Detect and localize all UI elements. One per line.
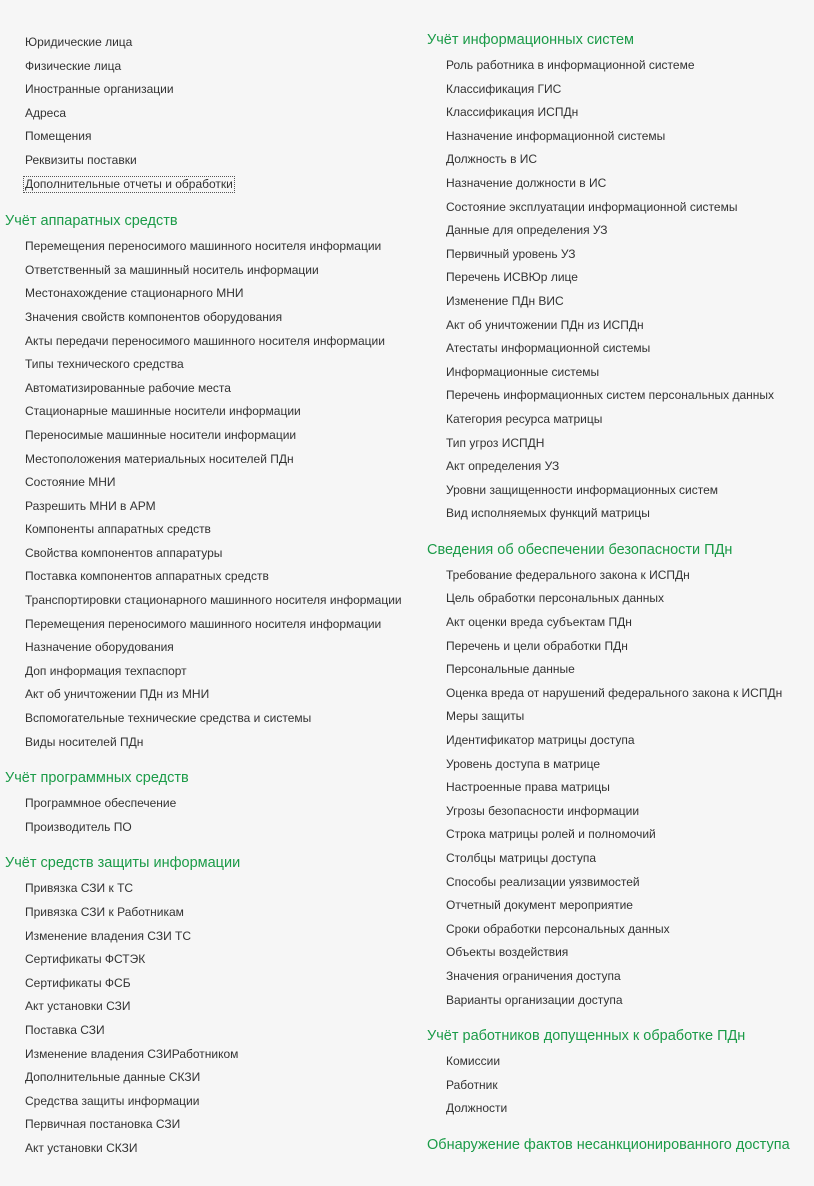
nav-link[interactable]: Состояние МНИ <box>25 475 116 490</box>
nav-link[interactable]: Автоматизированные рабочие места <box>25 380 231 395</box>
nav-link[interactable]: Варианты организации доступа <box>446 992 623 1007</box>
nav-link[interactable]: Средства защиты информации <box>25 1093 200 1108</box>
nav-link[interactable]: Работник <box>446 1077 498 1092</box>
section-software-list <box>0 792 410 839</box>
nav-link[interactable]: Тип угроз ИСПДН <box>446 435 545 450</box>
top-items-list <box>0 31 410 196</box>
nav-link[interactable]: Виды носителей ПДн <box>25 734 144 749</box>
nav-link[interactable]: Поставка компонентов аппаратных средств <box>25 569 269 584</box>
nav-link[interactable]: Оценка вреда от нарушений федерального закона к ИСПДн <box>446 685 783 700</box>
nav-link[interactable]: Цель обработки персональных данных <box>446 591 665 606</box>
nav-link[interactable]: Перечень ИСВЮр лице <box>446 270 578 285</box>
section-unauthorized-access <box>421 1135 814 1155</box>
nav-link[interactable]: Назначение должности в ИС <box>446 175 607 190</box>
nav-link[interactable]: Объекты воздействия <box>446 945 569 960</box>
left-column <box>0 0 410 1161</box>
section-title-information-systems: Учёт информационных систем <box>427 32 634 48</box>
nav-link[interactable]: Строка матрицы ролей и полномочий <box>446 827 656 842</box>
nav-link[interactable]: Разрешить МНИ в АРМ <box>25 498 156 513</box>
nav-link[interactable]: Назначение информационной системы <box>446 128 666 143</box>
nav-link[interactable]: Акт установки СЗИ <box>25 999 131 1014</box>
nav-link[interactable]: Местоположения материальных носителей ПДн <box>25 451 294 466</box>
nav-link[interactable]: Информационные системы <box>446 364 600 379</box>
section-hardware-list <box>0 235 410 754</box>
nav-link[interactable]: Акт об уничтожении ПДн из МНИ <box>25 687 210 702</box>
nav-link[interactable]: Сроки обработки персональных данных <box>446 921 670 936</box>
nav-link[interactable]: Доп информация техпаспорт <box>25 663 187 678</box>
nav-link-legal-entities[interactable]: Юридические лица <box>25 35 133 49</box>
nav-link[interactable]: Первичная постановка СЗИ <box>25 1117 181 1132</box>
nav-link[interactable]: Настроенные права матрицы <box>446 780 610 795</box>
nav-link[interactable]: Акт об уничтожении ПДн из ИСПДн <box>446 317 644 332</box>
nav-link[interactable]: Отчетный документ мероприятие <box>446 898 633 913</box>
nav-link[interactable]: Столбцы матрицы доступа <box>446 851 596 865</box>
nav-link[interactable]: Перемещения переносимого машинного носителя информации <box>25 239 382 254</box>
nav-link[interactable]: Программное обеспечение <box>25 796 177 811</box>
nav-link[interactable]: Состояние эксплуатации информационной системы <box>446 199 738 214</box>
section-pd-security <box>421 540 814 1012</box>
nav-link[interactable]: Данные для определения УЗ <box>446 223 608 238</box>
section-title-pd-security: Сведения об обеспечении безопасности ПДн <box>427 541 733 558</box>
section-employees-list <box>421 1050 814 1121</box>
nav-link-addresses[interactable]: Адреса <box>25 105 67 120</box>
nav-link[interactable]: Акт оценки вреда субъектам ПДн <box>446 615 632 630</box>
nav-link[interactable]: Значения свойств компонентов оборудования <box>25 309 283 324</box>
nav-link[interactable]: Производитель ПО <box>25 819 132 834</box>
nav-link[interactable]: Переносимые машинные носители информации <box>25 427 297 442</box>
section-title-software: Учёт программных средств <box>5 770 189 787</box>
nav-link[interactable]: Сертификаты ФСБ <box>25 975 131 990</box>
section-title-security-tools: Учёт средств защиты информации <box>5 855 241 872</box>
nav-link[interactable]: Перечень информационных систем персональных данных <box>446 388 774 403</box>
nav-link[interactable]: Классификация ГИС <box>446 81 562 96</box>
nav-link[interactable]: Транспортировки стационарного машинного носителя информации <box>25 593 402 608</box>
nav-link[interactable]: Значения ограничения доступа <box>446 968 621 983</box>
nav-link[interactable]: Привязка СЗИ к Работникам <box>25 905 184 919</box>
nav-link[interactable]: Сертификаты ФСТЭК <box>25 952 146 967</box>
nav-link[interactable]: Привязка СЗИ к ТС <box>25 881 134 896</box>
nav-link[interactable]: Назначение оборудования <box>25 640 174 655</box>
section-employees <box>421 1026 814 1121</box>
nav-link[interactable]: Категория ресурса матрицы <box>446 411 603 426</box>
section-title-unauthorized-access: Обнаружение фактов несанкционированного доступа <box>427 1136 790 1153</box>
nav-link[interactable]: Акт определения УЗ <box>446 459 560 474</box>
nav-link-premises[interactable]: Помещения <box>25 129 92 144</box>
section-hardware <box>0 211 410 754</box>
nav-link[interactable]: Стационарные машинные носители информации <box>25 404 301 419</box>
nav-link[interactable]: Должности <box>446 1101 508 1116</box>
nav-link[interactable]: Вспомогательные технические средства и системы <box>25 711 312 726</box>
nav-link[interactable]: Компоненты аппаратных средств <box>25 522 211 537</box>
nav-link[interactable]: Должность в ИС <box>446 152 538 167</box>
nav-link[interactable]: Атестаты информационной системы <box>446 341 651 356</box>
nav-link[interactable]: Изменение ПДн ВИС <box>446 293 564 308</box>
nav-link[interactable]: Перечень и цели обработки ПДн <box>446 638 628 653</box>
nav-link[interactable]: Меры защиты <box>446 709 525 724</box>
nav-link[interactable]: Типы технического средства <box>25 357 184 372</box>
nav-link[interactable]: Вид исполняемых функций матрицы <box>446 506 650 521</box>
section-security-tools-list <box>0 877 410 1160</box>
nav-link[interactable]: Угрозы безопасности информации <box>446 803 640 818</box>
nav-link[interactable]: Поставка СЗИ <box>25 1022 105 1037</box>
nav-link[interactable]: Комиссии <box>446 1054 501 1069</box>
section-security-tools <box>0 853 410 1160</box>
nav-link[interactable]: Дополнительные данные СКЗИ <box>25 1070 201 1085</box>
nav-link-foreign-organizations[interactable]: Иностранные организации <box>25 82 174 97</box>
nav-link[interactable]: Персональные данные <box>446 662 575 677</box>
nav-link[interactable]: Идентификатор матрицы доступа <box>446 733 635 748</box>
section-title-hardware: Учёт аппаратных средств <box>5 213 178 230</box>
section-information-systems <box>421 30 814 526</box>
right-column <box>421 0 814 1155</box>
nav-link[interactable]: Перемещения переносимого машинного носителя информации <box>25 616 382 631</box>
nav-link[interactable]: Уровень доступа в матрице <box>446 756 601 771</box>
nav-link-individuals[interactable]: Физические лица <box>25 58 122 73</box>
section-title-employees: Учёт работников допущенных к обработке ПДн <box>427 1028 746 1045</box>
nav-link[interactable]: Классификация ИСПДн <box>446 105 579 120</box>
nav-link[interactable]: Требование федерального закона к ИСПДн <box>446 567 690 582</box>
nav-link[interactable]: Роль работника в информационной системе <box>446 58 695 72</box>
section-pd-security-list <box>421 564 814 1012</box>
nav-link[interactable]: Ответственный за машинный носитель информации <box>25 262 319 277</box>
nav-link[interactable]: Изменение владения СЗИРаботником <box>25 1046 239 1061</box>
section-information-systems-list <box>421 54 814 526</box>
nav-link[interactable]: Уровни защищенности информационных систем <box>446 482 719 497</box>
nav-link[interactable]: Акт установки СКЗИ <box>25 1140 138 1155</box>
nav-link-additional-reports[interactable]: Дополнительные отчеты и обработки <box>25 176 233 191</box>
nav-link[interactable]: Способы реализации уязвимостей <box>446 874 640 889</box>
nav-link[interactable]: Изменение владения СЗИ ТС <box>25 928 192 943</box>
nav-link[interactable]: Акты передачи переносимого машинного носителя информации <box>25 333 385 348</box>
nav-link[interactable]: Первичный уровень УЗ <box>446 246 576 261</box>
nav-link[interactable]: Местонахождение стационарного МНИ <box>25 286 244 301</box>
nav-link[interactable]: Свойства компонентов аппаратуры <box>25 545 223 560</box>
section-software <box>0 768 410 839</box>
nav-link-delivery-details[interactable]: Реквизиты поставки <box>25 152 137 167</box>
